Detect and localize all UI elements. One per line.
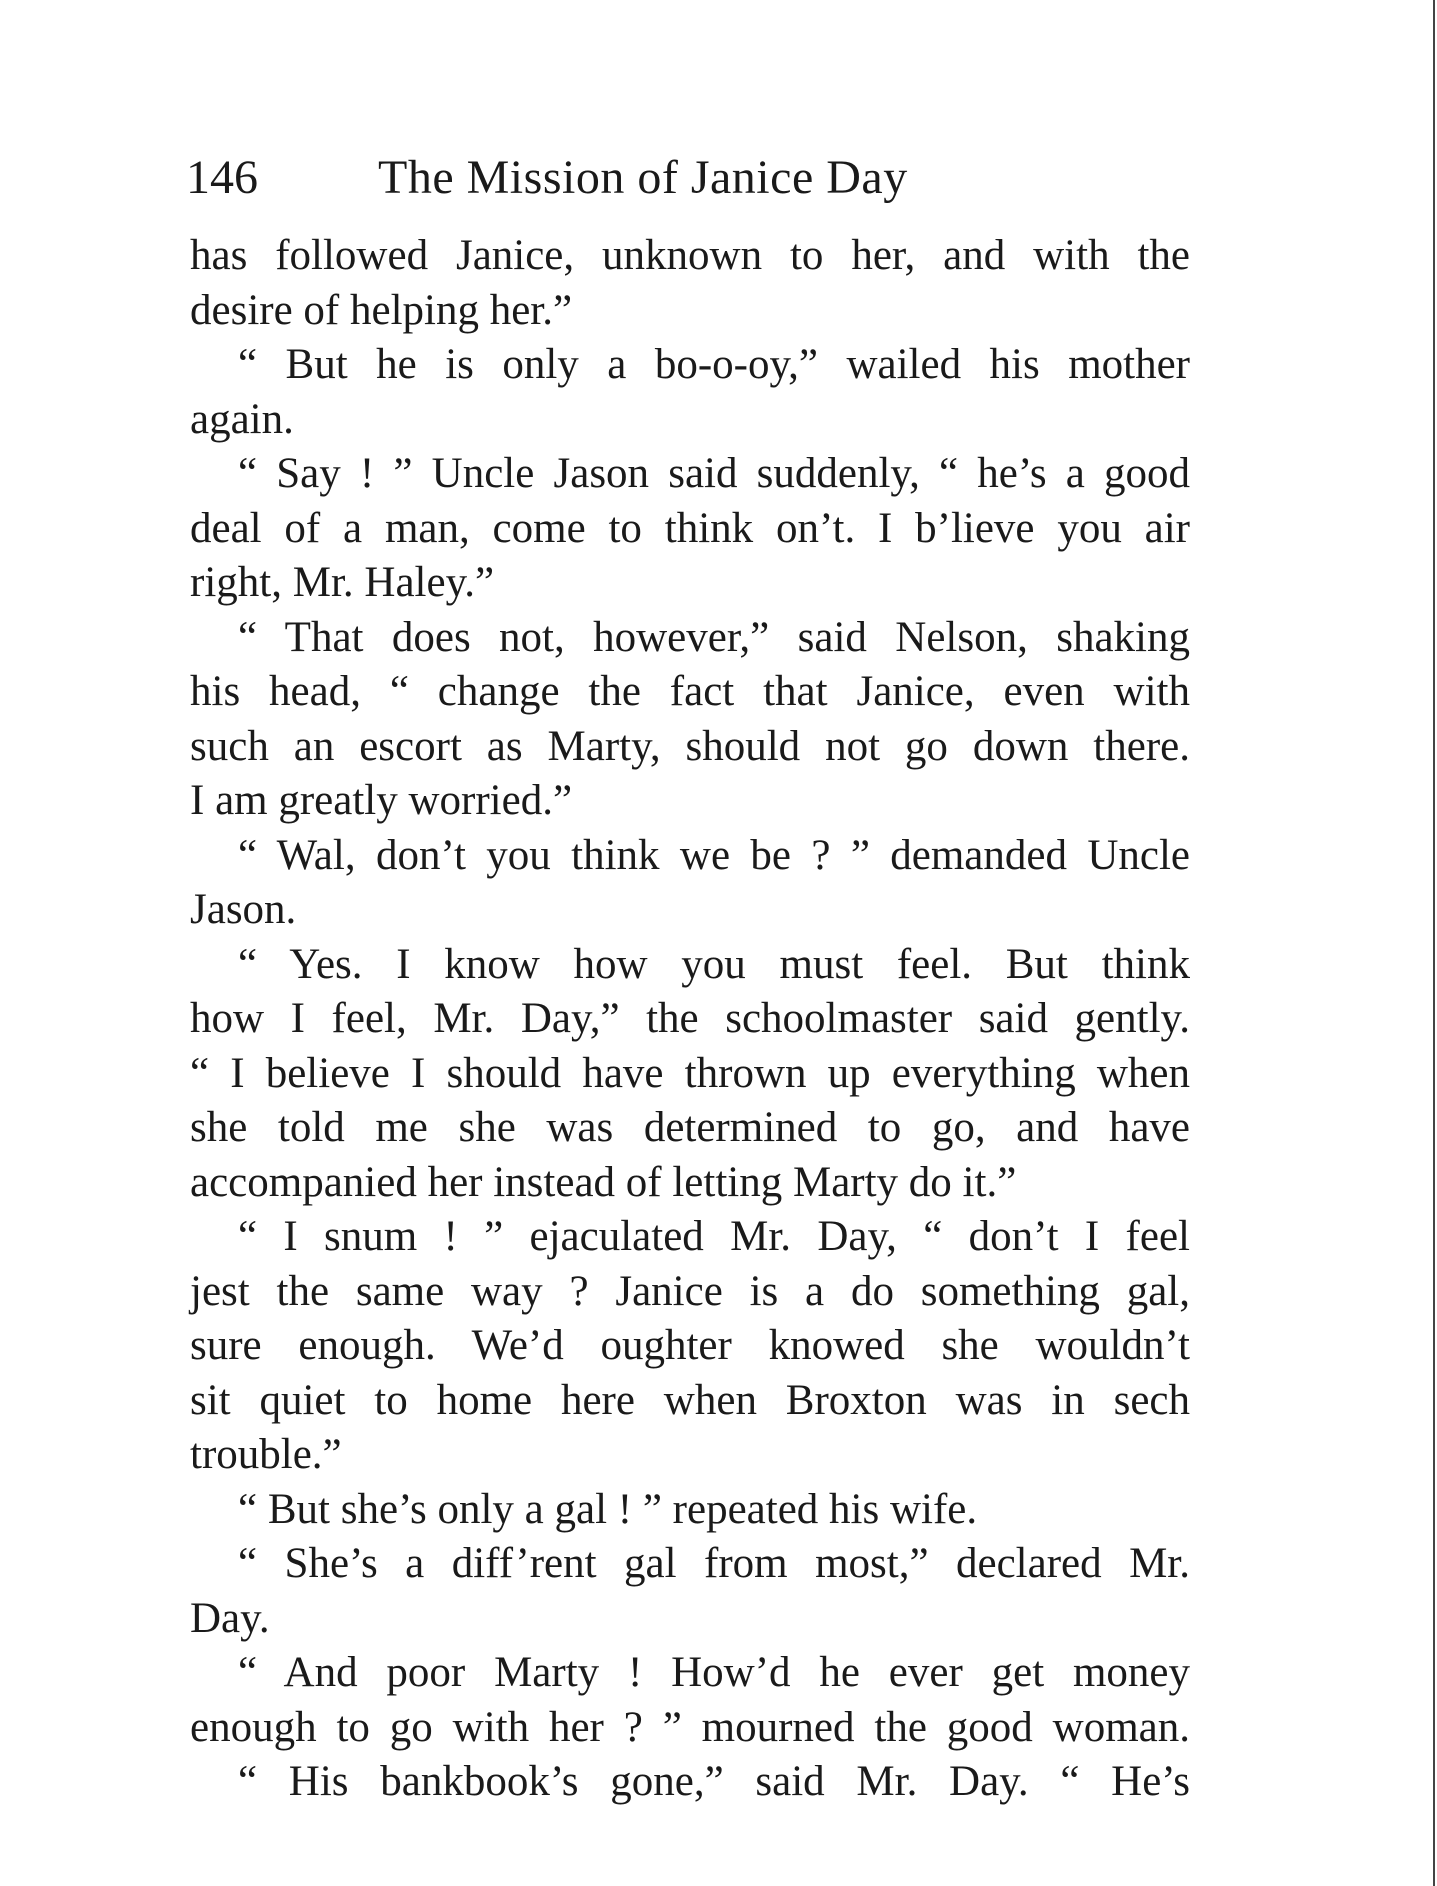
text-line: desire of helping her.” — [190, 286, 573, 334]
text-line: “ His bankbook’s gone,” said Mr. Day. “ He’s — [238, 1758, 1190, 1805]
text-line: “ But he is only a bo-o-oy,” wailed his mother — [238, 341, 1190, 388]
text-line: “ And poor Marty ! How’d he ever get money — [238, 1649, 1190, 1696]
text-line: has followed Janice, unknown to her, and with the — [190, 232, 1190, 279]
text-line: Day. — [190, 1594, 270, 1642]
running-head — [186, 148, 1196, 208]
text-line: I am greatly worried.” — [190, 777, 573, 824]
text-line: “ Yes. I know how you must feel. But think — [238, 940, 1190, 988]
text-line: Jason. — [190, 886, 297, 933]
text-line: “ I believe I should have thrown up everything when — [190, 1049, 1190, 1097]
text-line: sure enough. We’d oughter knowed she wouldn’t — [190, 1322, 1190, 1369]
text-line: jest the same way ? Janice is a do something gal, — [190, 1267, 1190, 1315]
text-line: how I feel, Mr. Day,” the schoolmaster said gently. — [190, 995, 1190, 1042]
text-line: trouble.” — [190, 1431, 342, 1478]
text-line: “ She’s a diff’rent gal from most,” declared Mr. — [238, 1540, 1190, 1587]
text-line: “ That does not, however,” said Nelson, shaking — [238, 613, 1190, 661]
text-line: such an escort as Marty, should not go down there. — [190, 722, 1190, 770]
text-line: “ But she’s only a gal ! ” repeated his wife. — [238, 1485, 978, 1533]
text-line: “ I snum ! ” ejaculated Mr. Day, “ don’t I feel — [238, 1213, 1190, 1260]
text-line: “ Say ! ” Uncle Jason said suddenly, “ he’s a good — [238, 450, 1190, 497]
book-title: The Mission of Janice Day — [378, 151, 908, 204]
text-line: deal of a man, come to think on’t. I b’lieve you air — [190, 504, 1190, 552]
text-line: accompanied her instead of letting Marty do it.” — [190, 1158, 1017, 1206]
text-line: “ Wal, don’t you think we be ? ” demanded Uncle — [238, 831, 1190, 879]
text-line: again. — [190, 395, 294, 443]
text-line: enough to go with her ? ” mourned the good woman. — [190, 1703, 1190, 1751]
text-line: she told me she was determined to go, and have — [190, 1104, 1190, 1151]
page-number: 146 — [186, 151, 258, 204]
text-line: sit quiet to home here when Broxton was in sech — [190, 1376, 1190, 1424]
text-line: right, Mr. Haley.” — [190, 559, 495, 606]
page-edge-shadow — [1433, 0, 1435, 1886]
body-text — [190, 229, 1190, 1810]
text-line: his head, “ change the fact that Janice, even with — [190, 668, 1190, 715]
